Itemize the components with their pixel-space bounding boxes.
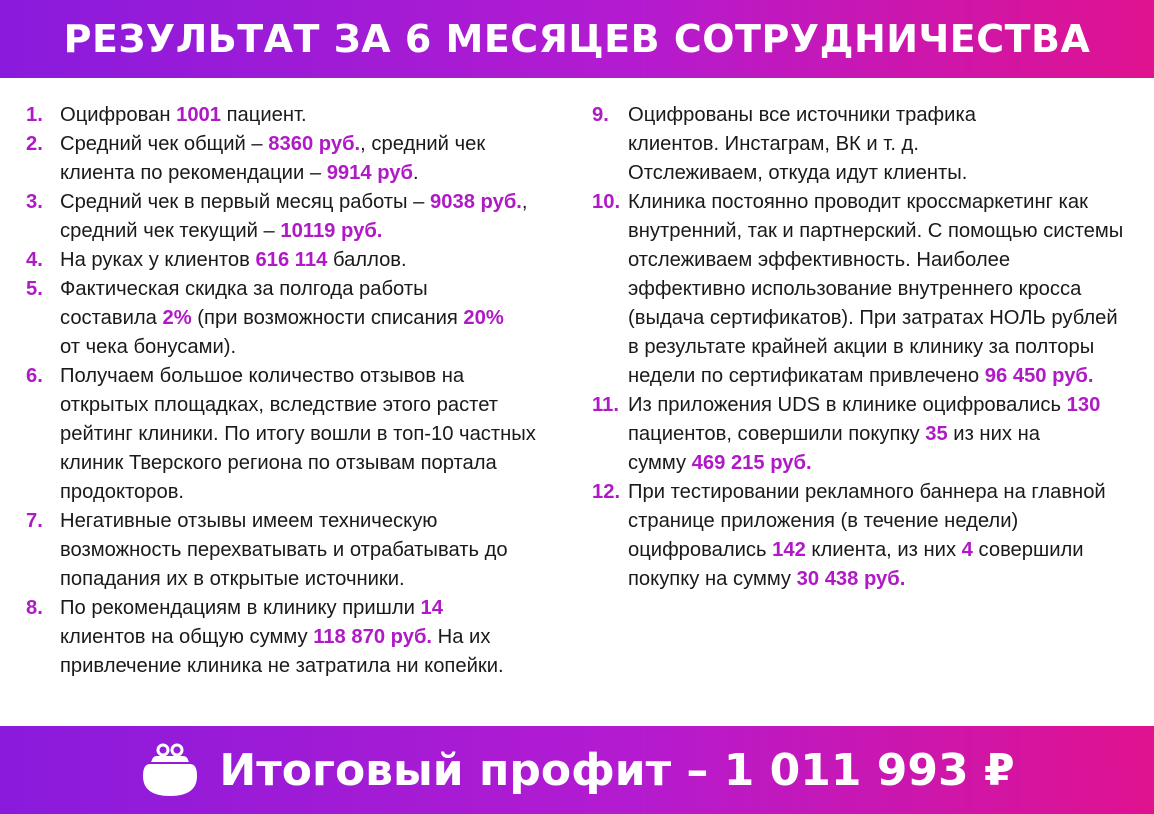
total-profit: Итоговый профит – 1 011 993 ₽ (219, 744, 1015, 796)
item-number: 7. (26, 510, 43, 532)
list-item (26, 188, 546, 246)
item-number: 12. (592, 481, 621, 503)
list-item (26, 275, 506, 362)
list-item (26, 130, 526, 188)
item-text: По рекомендациям в клинику пришли 14 клиентов на общую сумму 118 870 руб. На их привлечение клиника не затратила ни копейки. (60, 597, 504, 677)
list-item (592, 188, 1127, 391)
item-text: Из приложения UDS в клинике оцифровались 130 пациентов, совершили покупку 35 из них на сумму 469 215 руб. (628, 394, 1101, 474)
item-number: 6. (26, 365, 43, 387)
item-number: 10. (592, 191, 621, 213)
item-text: Средний чек в первый месяц работы – 9038 руб., средний чек текущий – 10119 руб. (60, 191, 528, 242)
right-column (592, 101, 1137, 594)
item-text: Негативные отзывы имеем техническую возможность перехватывать и отрабатывать до попадания их в открытые источники. (60, 510, 508, 590)
footer-banner (0, 726, 1154, 814)
item-text: Получаем большое количество отзывов на открытых площадках, вследствие этого растет рейтинг клиники. По итогу вошли в топ-10 частных клиник Тверского региона по отзывам портала продокторов. (60, 365, 536, 503)
list-item (592, 478, 1112, 594)
item-text: Оцифрован 1001 пациент. (60, 104, 307, 126)
list-item (26, 362, 551, 507)
item-text: При тестировании рекламного баннера на главной странице приложения (в течение недели) оцифровались 142 клиента, из них 4 совершили покупку на сумму 30 438 руб. (628, 481, 1106, 590)
item-number: 1. (26, 104, 43, 126)
item-text: На руках у клиентов 616 114 баллов. (60, 249, 407, 271)
left-column (26, 101, 556, 681)
page-title: РЕЗУЛЬТАТ ЗА 6 МЕСЯЦЕВ СОТРУДНИЧЕСТВА (63, 17, 1091, 61)
item-number: 11. (592, 394, 619, 416)
item-text: Средний чек общий – 8360 руб., средний чек клиента по рекомендации – 9914 руб. (60, 133, 486, 184)
list-item (26, 246, 546, 275)
item-text: Клиника постоянно проводит кроссмаркетинг как внутренний, так и партнерский. С помощью системы отслеживаем эффективность. Наиболее эффективно использование внутреннего кросса (выдача сертификатов). При затратах НОЛЬ рублей в результате крайней акции в клинику за полторы недели по сертификатам привлечено 96 450 руб. (628, 191, 1124, 387)
item-number: 9. (592, 104, 609, 126)
list-item (592, 391, 1102, 478)
item-number: 8. (26, 597, 43, 619)
list-item (592, 101, 1052, 188)
list-item (26, 507, 556, 594)
item-text: Фактическая скидка за полгода работы составила 2% (при возможности списания 20% от чека бонусами). (60, 278, 504, 358)
list-item (26, 594, 526, 681)
item-text: Оцифрованы все источники трафика клиентов. Инстаграм, ВК и т. д. Отслеживаем, откуда идут клиенты. (628, 104, 976, 184)
item-number: 4. (26, 249, 43, 271)
header-banner (0, 0, 1154, 78)
item-number: 2. (26, 133, 43, 155)
wallet-icon (139, 742, 201, 798)
list-item (26, 101, 496, 130)
item-number: 5. (26, 278, 43, 300)
item-number: 3. (26, 191, 43, 213)
